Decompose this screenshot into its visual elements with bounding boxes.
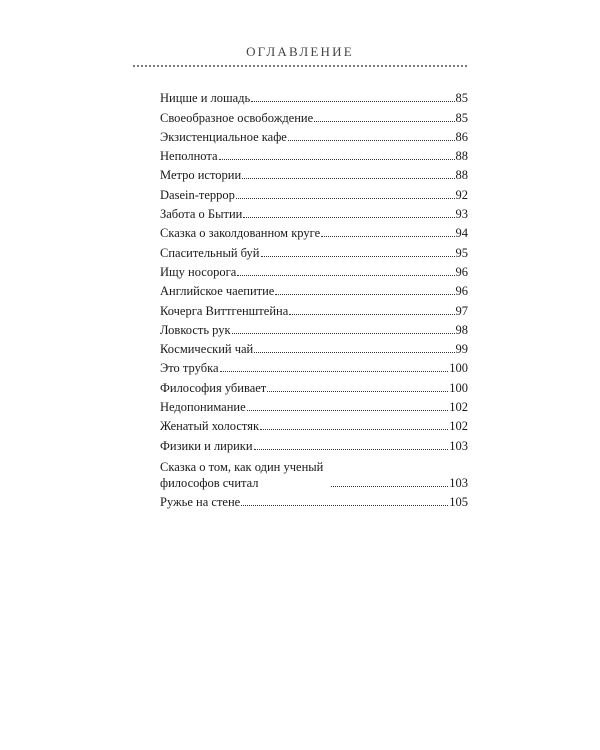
dot-leader: [242, 178, 454, 179]
dot-leader: [275, 294, 454, 295]
toc-entry-page: 102: [449, 419, 468, 434]
toc-entry-title: Своеобразное освобождение: [160, 110, 314, 125]
toc-entry-page: 100: [449, 380, 468, 395]
toc-entry-title: Метро истории: [160, 168, 242, 183]
toc-entry-page: 98: [455, 322, 468, 337]
toc-entry-page: 103: [449, 438, 468, 453]
toc-entry[interactable]: [160, 261, 468, 280]
dot-leader: [232, 333, 455, 334]
toc-entry-page: 92: [455, 187, 468, 202]
toc-entry-page: 95: [455, 245, 468, 260]
toc-entry-page: 96: [455, 264, 468, 279]
dot-leader: [288, 140, 455, 141]
page-title: ОГЛАВЛЕНИЕ: [246, 44, 354, 59]
toc-entry[interactable]: [160, 376, 468, 395]
toc-entry-title: Кочерга Виттгенштейна: [160, 303, 289, 318]
toc-entry-page: 103: [449, 475, 468, 490]
toc-entry[interactable]: [160, 126, 468, 145]
dot-leader: [254, 352, 454, 353]
toc-entry[interactable]: [160, 183, 468, 202]
dot-leader: [261, 256, 455, 257]
toc-entry[interactable]: [160, 415, 468, 434]
toc-entry-title: Философия убивает: [160, 380, 267, 395]
toc-entry-page: 86: [455, 129, 468, 144]
toc-entry[interactable]: [160, 299, 468, 318]
toc-entry-title: Сказка о заколдованном круге: [160, 226, 321, 241]
dot-leader: [236, 198, 455, 199]
toc-entry-page: 88: [455, 168, 468, 183]
toc-entry-title: Физики и лирики: [160, 438, 253, 453]
toc-entry[interactable]: [160, 319, 468, 338]
toc-entry-title: Английское чаепитие: [160, 284, 275, 299]
toc-entry[interactable]: [160, 106, 468, 125]
toc-entry[interactable]: [160, 396, 468, 415]
toc-entry-title: Космический чай: [160, 342, 254, 357]
toc-entry-page: 100: [449, 361, 468, 376]
toc-entry[interactable]: [160, 241, 468, 260]
dot-leader: [243, 217, 454, 218]
dot-leader: [314, 121, 454, 122]
dot-leader: [254, 449, 449, 450]
toc-entry-title: Неполнота: [160, 149, 218, 164]
toc-entry-title: Экзистенциальное кафе: [160, 129, 287, 144]
dot-leader: [220, 371, 449, 372]
toc-entry[interactable]: [160, 222, 468, 241]
toc-entry-title: Сказка о том, как один ученый философов считал: [160, 459, 324, 490]
dot-leader: [321, 236, 454, 237]
toc-entry-title: Это трубка: [160, 361, 219, 376]
dot-leader: [267, 391, 448, 392]
toc-entry-page: 85: [455, 91, 468, 106]
toc-entry-page: 94: [455, 226, 468, 241]
toc-entry[interactable]: [160, 357, 468, 376]
toc-entry-page: 85: [455, 110, 468, 125]
toc-entry[interactable]: [160, 164, 468, 183]
toc-entry[interactable]: [160, 203, 468, 222]
toc-entry-page: 99: [455, 342, 468, 357]
toc-entry-title: Ружье на стене: [160, 494, 241, 509]
toc-entry[interactable]: [160, 87, 468, 106]
toc-entry-page: 97: [455, 303, 468, 318]
toc-entry[interactable]: [160, 454, 468, 491]
dot-leader: [251, 101, 454, 102]
toc-entry[interactable]: [160, 434, 468, 453]
toc-entry-title: Недопонимание: [160, 400, 246, 415]
dot-leader: [241, 505, 448, 506]
toc-entry[interactable]: [160, 491, 468, 510]
toc-entry-title: Ницше и лошадь: [160, 91, 251, 106]
toc-entry-page: 88: [455, 149, 468, 164]
toc-entry-title: Женатый холостяк: [160, 419, 260, 434]
dotted-divider: [133, 65, 467, 67]
toc-entry-page: 96: [455, 284, 468, 299]
dot-leader: [260, 429, 448, 430]
dot-leader: [219, 159, 455, 160]
dot-leader: [247, 410, 449, 411]
toc-entry-title: Dasein-террор: [160, 187, 235, 202]
table-of-contents: [160, 87, 468, 510]
toc-entry-page: 93: [455, 207, 468, 222]
toc-entry-title: Спасительный буй: [160, 245, 260, 260]
toc-entry-title: Ловкость рук: [160, 322, 231, 337]
toc-entry-page: 105: [449, 494, 468, 509]
dot-leader: [289, 314, 454, 315]
toc-entry[interactable]: [160, 338, 468, 357]
dot-leader: [237, 275, 454, 276]
toc-entry[interactable]: [160, 145, 468, 164]
toc-entry-title: Ищу носорога: [160, 264, 237, 279]
toc-entry-title: Забота о Бытии: [160, 207, 243, 222]
dot-leader: [331, 486, 448, 487]
toc-entry-page: 102: [449, 400, 468, 415]
toc-entry[interactable]: [160, 280, 468, 299]
